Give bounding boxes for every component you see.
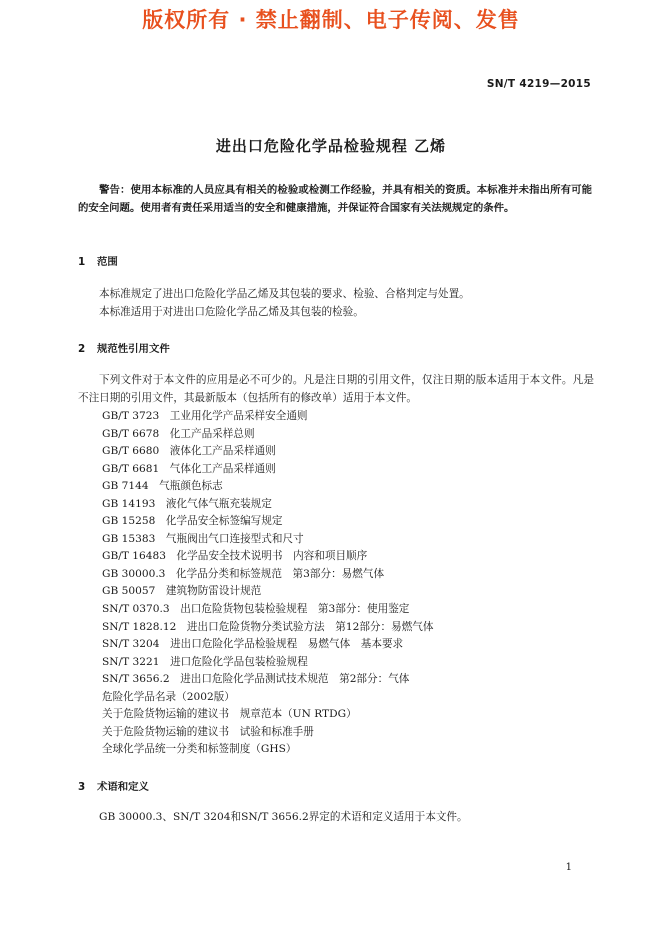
reference-item: GB/T 6678 化工产品采样总则 — [102, 427, 255, 440]
scope-body — [78, 286, 594, 321]
section-number: 1 — [78, 256, 86, 268]
section-heading-normative-references — [78, 340, 170, 355]
document-title: 进出口危险化学品检验规程 乙烯 — [215, 137, 447, 155]
reference-item: GB/T 3723 工业用化学产品采样安全通则 — [102, 410, 308, 422]
reference-item: GB/T 16483 化学品安全技术说明书 内容和项目顺序 — [102, 550, 368, 563]
reference-item: SN/T 3221 进口危险化学品包装检验规程 — [102, 655, 308, 668]
reference-item: GB 15258 化学品安全标签编写规定 — [102, 515, 283, 528]
standard-code: SN/T 4219—2015 — [486, 78, 591, 90]
reference-item: SN/T 1828.12 进出口危险货物分类试验方法 第12部分：易燃气体 — [102, 620, 434, 633]
reference-item: 全球化学品统一分类和标签制度（GHS） — [102, 743, 297, 756]
reference-item: GB/T 6681 气体化工产品采样通则 — [102, 462, 276, 475]
section-number: 2 — [78, 343, 86, 355]
section-title: 规范性引用文件 — [97, 343, 170, 355]
reference-item: SN/T 0370.3 出口危险货物包装检验规程 第3部分：使用鉴定 — [102, 603, 410, 616]
reference-item: GB 14193 液化气体气瓶充装规定 — [102, 497, 272, 510]
warning-paragraph: 警告：使用本标准的人员应具有相关的检验或检测工作经验，并具有相关的资质。本标准并未指出所有可能的安全问题。使用者有责任采用适当的安全和健康措施，并保证符合国家有关法规规定的条件。 — [78, 184, 592, 214]
terms-paragraph: GB 30000.3、SN/T 3204和SN/T 3656.2界定的术语和定义适用于本文件。 — [99, 811, 468, 823]
section-number: 3 — [78, 781, 86, 793]
reference-item: 关于危险货物运输的建议书 试验和标准手册 — [102, 725, 314, 738]
reference-item: SN/T 3204 进出口危险化学品检验规程 易燃气体 基本要求 — [102, 638, 404, 651]
section-title: 术语和定义 — [97, 781, 149, 793]
copyright-watermark: 版权所有 · 禁止翻制、电子传阅、发售 — [142, 8, 520, 32]
terms-body — [78, 809, 594, 827]
page-number: 1 — [565, 862, 572, 873]
reference-item: GB 50057 建筑物防雷设计规范 — [102, 585, 262, 598]
references-intro-paragraph: 下列文件对于本文件的应用是必不可少的。凡是注日期的引用文件，仅注日期的版本适用于本文件。凡是不注日期的引用文件，其最新版本（包括所有的修改单）适用于本文件。 — [78, 374, 594, 404]
reference-list — [102, 408, 433, 759]
scope-paragraph: 本标准规定了进出口危险化学品乙烯及其包装的要求、检验、合格判定与处置。 — [99, 288, 470, 300]
reference-item: GB 30000.3 化学品分类和标签规范 第3部分：易燃气体 — [102, 567, 385, 580]
reference-item: GB 7144 气瓶颜色标志 — [102, 480, 223, 493]
reference-item: GB/T 6680 液体化工产品采样通则 — [102, 445, 276, 458]
reference-item: GB 15383 气瓶阀出气口连接型式和尺寸 — [102, 532, 304, 545]
scope-paragraph: 本标准适用于对进出口危险化学品乙烯及其包装的检验。 — [99, 305, 364, 318]
reference-item: 危险化学品名录（2002版） — [102, 690, 235, 703]
section-heading-terms-definitions — [78, 778, 149, 793]
reference-item: 关于危险货物运输的建议书 规章范本（UN RTDG） — [102, 708, 357, 721]
section-heading-scope — [78, 253, 118, 268]
reference-item: SN/T 3656.2 进出口危险化学品测试技术规范 第2部分：气体 — [102, 673, 410, 686]
references-intro — [78, 372, 594, 407]
section-title: 范围 — [97, 256, 118, 268]
